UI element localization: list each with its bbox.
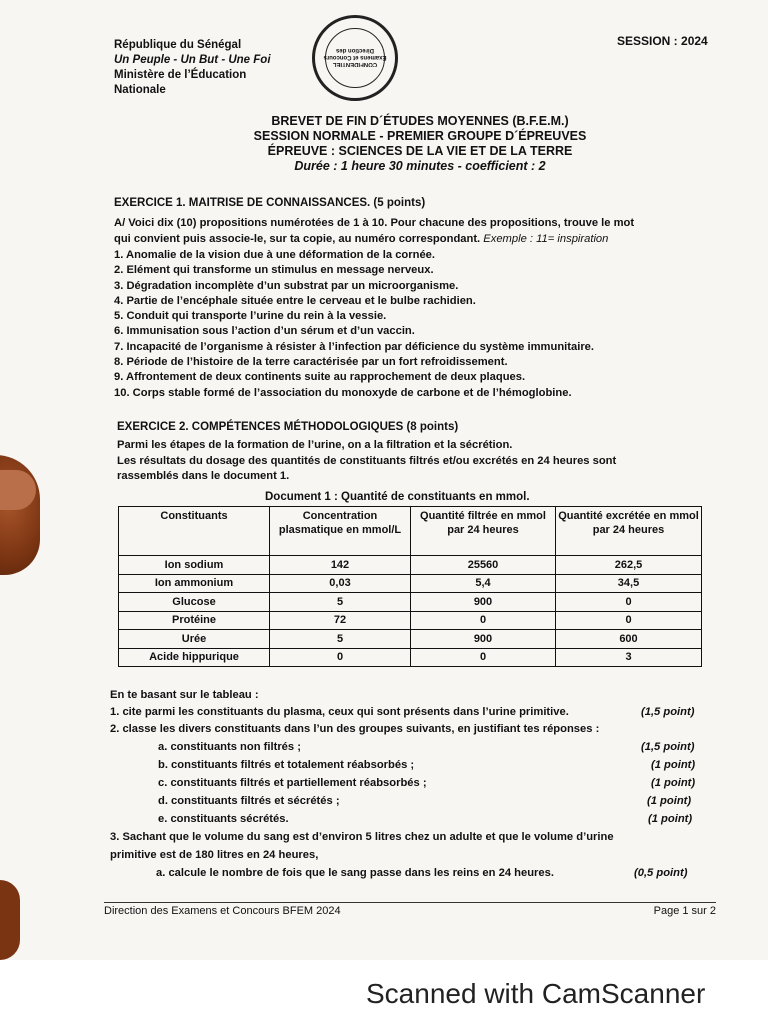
exercise1-example: Exemple : 11= inspiration — [483, 232, 609, 245]
list-item: 4. Partie de l’encéphale située entre le cerveau et le bulbe rachidien. — [114, 294, 476, 307]
stamp-text — [315, 46, 395, 67]
table-cell: Ion sodium — [119, 556, 270, 575]
table-header-row — [119, 507, 702, 556]
question-3-line2: primitive est de 180 litres en 24 heures, — [110, 849, 319, 861]
table-cell: 0 — [411, 611, 556, 630]
question-2c-points: (1 point) — [651, 777, 696, 789]
list-item: 1. Anomalie de la vision due à une déformation de la cornée. — [114, 249, 435, 261]
header-left — [114, 38, 294, 98]
list-item: 8. Période de l’histoire de la terre caractérisée par un fort refroidissement. — [114, 356, 508, 369]
exam-title-line3: ÉPREUVE : SCIENCES DE LA VIE ET DE LA TERRE — [267, 144, 573, 158]
table-cell: 262,5 — [556, 556, 702, 575]
stamp-line3: Direction des — [336, 47, 375, 53]
table-cell: 3 — [556, 648, 702, 667]
session-label: SESSION : 2024 — [617, 34, 708, 48]
footer-left: Direction des Examens et Concours BFEM 2024 — [104, 905, 341, 917]
question-3a: a. calcule le nombre de fois que le sang passe dans les reins en 24 heures. — [156, 867, 554, 879]
table-row — [119, 574, 702, 593]
table-cell: 5 — [270, 593, 411, 612]
exercise2-text — [117, 438, 717, 485]
exercise1-title: EXERCICE 1. MAITRISE DE CONNAISSANCES. (5 points) — [114, 197, 426, 209]
table-cell: 5,4 — [411, 574, 556, 593]
list-item: 6. Immunisation sous l’action d’un sérum et d’un vaccin. — [114, 325, 415, 338]
table-cell: 900 — [411, 630, 556, 649]
table-cell: 25560 — [411, 556, 556, 575]
list-item: 2. Elément qui transforme un stimulus en message nerveux. — [114, 264, 434, 277]
header-cell: Constituants — [119, 507, 270, 556]
question-1-points: (1,5 point) — [641, 706, 695, 718]
question-3a-points: (0,5 point) — [634, 867, 688, 879]
header-cell: Quantité filtrée en mmol par 24 heures — [411, 507, 556, 556]
question-2b: b. constituants filtrés et totalement réabsorbés ; — [158, 759, 415, 771]
page-footer — [104, 902, 716, 917]
table-cell: 0 — [411, 648, 556, 667]
question-2d: d. constituants filtrés et sécrétés ; — [158, 795, 340, 807]
table-cell: 900 — [411, 593, 556, 612]
questions-intro: En te basant sur le tableau : — [110, 689, 259, 701]
exercise2-title: EXERCICE 2. COMPÉTENCES MÉTHODOLOGIQUES (8 points) — [117, 421, 459, 433]
table-cell: 72 — [270, 611, 411, 630]
exercise1-list — [114, 248, 714, 401]
question-2c: c. constituants filtrés et partiellement réabsorbés ; — [158, 777, 427, 789]
confidential-stamp — [312, 15, 398, 101]
camscanner-watermark: Scanned with CamScanner — [366, 978, 706, 1009]
table-cell: 0,03 — [270, 574, 411, 593]
table-cell: 142 — [270, 556, 411, 575]
exercise1-intro-line1: A/ Voici dix (10) propositions numérotées de 1 à 10. Pour chacune des propositions, trouve le mot — [114, 217, 635, 229]
table-cell: Glucose — [119, 593, 270, 612]
table-cell: 5 — [270, 630, 411, 649]
table-row — [119, 630, 702, 649]
exam-title-line1: BREVET DE FIN D´ÉTUDES MOYENNES (B.F.E.M.) — [271, 114, 569, 128]
question-2: 2. classe les divers constituants dans l’un des groupes suivants, en justifiant tes réponses : — [110, 723, 600, 735]
table-row — [119, 611, 702, 630]
exercise2-line3: rassemblés dans le document 1. — [117, 470, 290, 482]
list-item: 10. Corps stable formé de l’association du monoxyde de carbone et de l’hémoglobine. — [114, 386, 572, 399]
exercise2-line1: Parmi les étapes de la formation de l’urine, on a la filtration et la sécrétion. — [117, 439, 513, 451]
exam-title — [200, 114, 640, 174]
document1-table — [118, 506, 702, 667]
question-3-line1: 3. Sachant que le volume du sang est d’environ 5 litres chez un adulte et que le volume d’urine — [110, 831, 614, 843]
table-row — [119, 648, 702, 667]
table-cell: 0 — [556, 593, 702, 612]
finger-overlay — [0, 880, 20, 960]
table-cell: Protéine — [119, 611, 270, 630]
exercise1-intro — [114, 216, 714, 247]
motto: Un Peuple - Un But - Une Foi — [114, 54, 271, 66]
table-cell: Ion ammonium — [119, 574, 270, 593]
question-2e: e. constituants sécrétés. — [158, 813, 289, 825]
stamp-line1: CONFIDENTIEL — [332, 61, 378, 67]
question-2a: a. constituants non filtrés ; — [158, 741, 301, 753]
list-item: 9. Affrontement de deux continents suite au rapprochement de deux plaques. — [114, 371, 526, 384]
document1-title: Document 1 : Quantité de constituants en mmol. — [265, 491, 530, 503]
table-cell: 600 — [556, 630, 702, 649]
exam-duration: Durée : 1 heure 30 minutes - coefficient : 2 — [294, 159, 546, 173]
header-cell: Quantité excrétée en mmol par 24 heures — [556, 507, 702, 556]
ministry-line2: Nationale — [114, 84, 166, 96]
table-cell: 0 — [556, 611, 702, 630]
list-item: 5. Conduit qui transporte l’urine du rein à la vessie. — [114, 310, 387, 323]
question-2b-points: (1 point) — [651, 759, 696, 771]
stamp-line2: Examens et Concours — [323, 54, 387, 60]
list-item: 7. Incapacité de l’organisme à résister à l’infection par déficience du système immunitaire. — [114, 340, 594, 353]
table-cell: 0 — [270, 648, 411, 667]
page-number: Page 1 sur 2 — [653, 905, 716, 917]
ministry-line1: Ministère de l’Éducation — [114, 69, 247, 81]
table-cell: 34,5 — [556, 574, 702, 593]
question-2e-points: (1 point) — [648, 813, 693, 825]
exercise1-intro-line2 — [114, 232, 714, 248]
exam-title-line2: SESSION NORMALE - PREMIER GROUPE D´ÉPREUVES — [253, 129, 587, 143]
table-row — [119, 593, 702, 612]
question-2d-points: (1 point) — [647, 795, 692, 807]
question-2a-points: (1,5 point) — [641, 741, 695, 753]
list-item: 3. Dégradation incomplète d’un substrat par un microorganisme. — [114, 279, 459, 292]
table-cell: Urée — [119, 630, 270, 649]
question-1: 1. cite parmi les constituants du plasma, ceux qui sont présents dans l’urine primitive. — [110, 706, 569, 718]
country: République du Sénégal — [114, 39, 242, 51]
exercise1-intro-text: qui convient puis associe-le, sur ta copie, au numéro correspondant. — [114, 232, 481, 245]
table-row — [119, 556, 702, 575]
header-cell: Concentration plasmatique en mmol/L — [270, 507, 411, 556]
exercise2-line2: Les résultats du dosage des quantités de constituants filtrés et/ou excrétés en 24 heures sont — [117, 454, 617, 467]
table-cell: Acide hippurique — [119, 648, 270, 667]
